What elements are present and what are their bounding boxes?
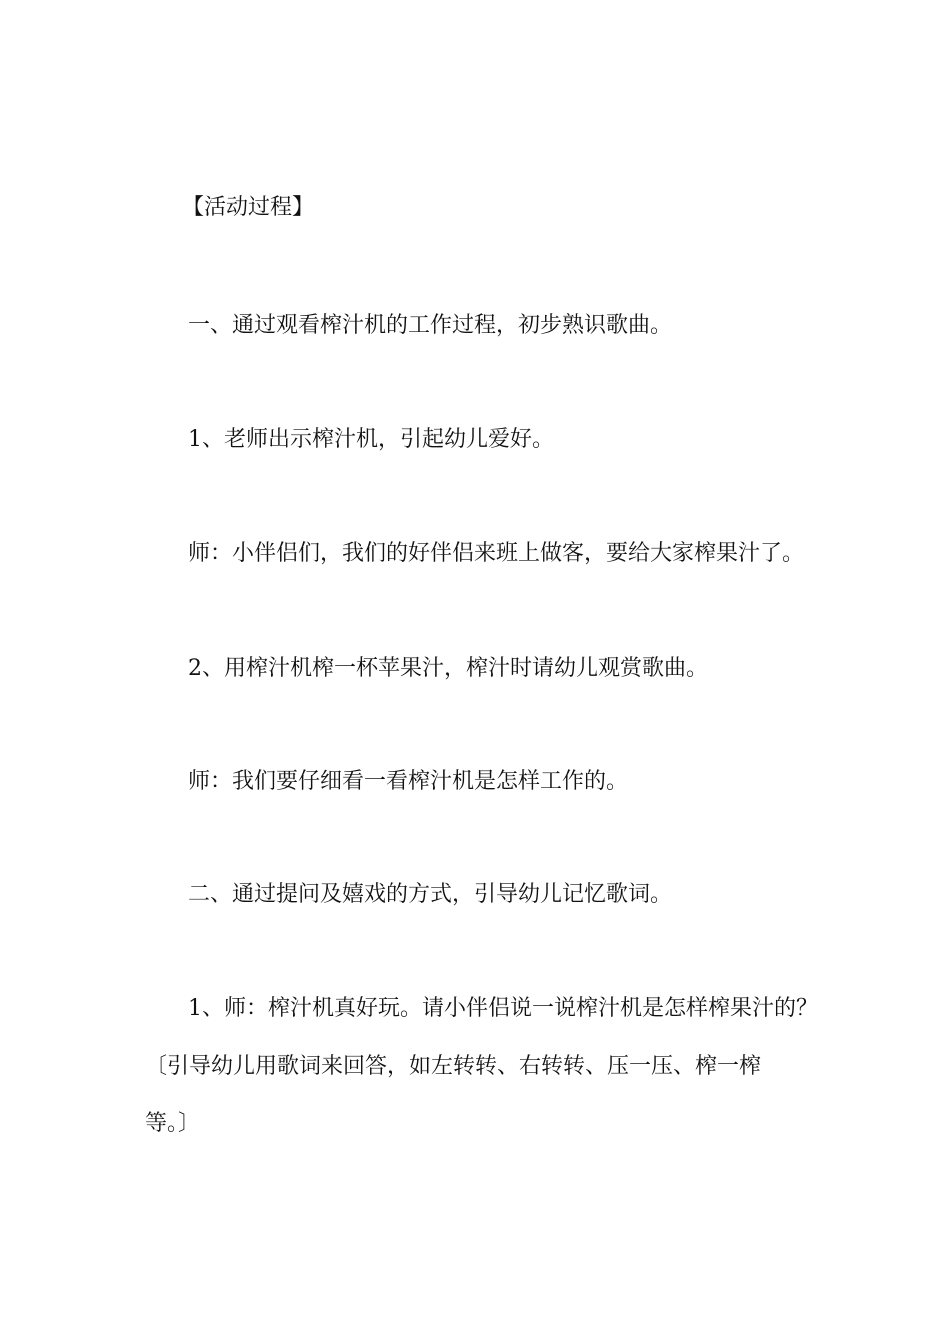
section-heading: 【活动过程】	[182, 195, 315, 220]
paragraph: 师：我们要仔细看一看榨汁机是怎样工作的。	[188, 769, 629, 794]
paragraph: 2、用榨汁机榨一杯苹果汁，榨汁时请幼儿观赏歌曲。	[188, 656, 708, 681]
paragraph: 1、老师出示榨汁机，引起幼儿爱好。	[188, 427, 554, 452]
paragraph: 师：小伴侣们，我们的好伴侣来班上做客，要给大家榨果汁了。	[188, 541, 805, 566]
paragraph-line: 等。〕	[145, 1111, 201, 1136]
paragraph-line: 1、师：榨汁机真好玩。请小伴侣说一说榨汁机是怎样榨果汁的？	[188, 996, 818, 1021]
paragraph: 二、通过提问及嬉戏的方式，引导幼儿记忆歌词。	[188, 882, 673, 907]
paragraph: 一、通过观看榨汁机的工作过程，初步熟识歌曲。	[188, 313, 673, 338]
paragraph-line: 〔引导幼儿用歌词来回答，如左转转、右转转、压一压、榨一榨	[145, 1054, 762, 1079]
